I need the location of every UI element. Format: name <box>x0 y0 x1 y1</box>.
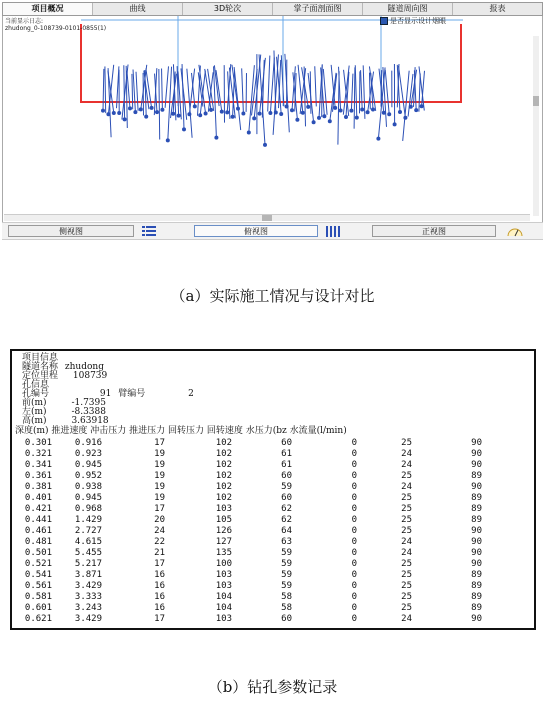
table-cell: 0.421 <box>24 504 52 514</box>
drill-hole-dot <box>166 138 170 142</box>
table-cell: 90 <box>471 460 482 470</box>
table-cell: 1.429 <box>74 515 102 525</box>
drill-hole-line <box>144 71 149 110</box>
table-cell: 24 <box>401 548 412 558</box>
tunnel-name-value: zhudong <box>64 362 104 372</box>
checkbox-icon[interactable] <box>380 17 388 25</box>
table-cell: 0 <box>351 592 357 602</box>
table-cell: 24 <box>401 614 412 624</box>
drill-hole-dot <box>101 109 105 113</box>
table-cell: 20 <box>154 515 165 525</box>
table-cell: 0.923 <box>74 449 102 459</box>
current-log-label: 当前显示日志: <box>5 18 44 25</box>
table-cell: 0 <box>351 537 357 547</box>
drill-hole-dot <box>160 108 164 112</box>
drill-hole-dot <box>258 112 262 116</box>
drill-hole-line <box>351 74 353 111</box>
table-cell: 127 <box>215 537 232 547</box>
drill-hole-dot <box>290 108 294 112</box>
table-cell: 90 <box>471 438 482 448</box>
table-cell: 3.429 <box>74 581 102 591</box>
drill-hole-dot <box>376 137 380 141</box>
table-cell: 0.945 <box>74 460 102 470</box>
drill-hole-line <box>162 69 163 110</box>
drill-hole-dot <box>274 111 278 115</box>
drilling-record-panel <box>10 349 536 630</box>
table-cell: 0 <box>351 493 357 503</box>
drill-hole-dot <box>420 104 424 108</box>
table-cell: 102 <box>215 460 232 470</box>
table-cell: 0 <box>351 570 357 580</box>
table-cell: 24 <box>401 449 412 459</box>
table-cell: 0 <box>351 548 357 558</box>
drill-hole-dot <box>366 110 370 114</box>
drill-hole-dot <box>171 112 175 116</box>
drill-hole-dot <box>355 116 359 120</box>
table-cell: 63 <box>281 537 292 547</box>
drill-hole-line <box>234 67 241 130</box>
arm-no-value: 2 <box>188 389 194 399</box>
tab-report[interactable]: 报表 <box>489 4 506 13</box>
drill-hole-plot <box>3 16 542 214</box>
table-cell: 0.461 <box>24 526 52 536</box>
table-cell: 16 <box>154 603 165 613</box>
current-log-info <box>5 18 106 32</box>
drill-hole-dot <box>306 105 310 109</box>
drill-hole-dot <box>155 110 159 114</box>
table-cell: 25 <box>401 493 412 503</box>
tab-project-overview[interactable]: 项目概况 <box>3 3 93 15</box>
design-contour <box>81 24 461 102</box>
table-cell: 0.301 <box>24 438 52 448</box>
front-value: -1.7395 <box>71 398 106 408</box>
table-cell: 24 <box>401 537 412 547</box>
table-cell: 103 <box>215 504 232 514</box>
table-cell: 58 <box>281 592 292 602</box>
drill-hole-dot <box>220 110 224 114</box>
drill-hole-dot <box>317 116 321 120</box>
table-cell: 0.938 <box>74 482 102 492</box>
table-cell: 103 <box>215 614 232 624</box>
table-cell: 104 <box>215 603 232 613</box>
table-cell: 24 <box>154 526 165 536</box>
drill-hole-line <box>354 67 355 128</box>
left-value: -8.3388 <box>71 407 106 417</box>
drill-hole-dot <box>398 110 402 114</box>
design-hole-toggle[interactable] <box>380 16 446 26</box>
tunnel-name-label: 隧道名称 <box>22 362 59 372</box>
caption-a: （a）实际施工情况与设计对比 <box>170 287 375 305</box>
table-cell: 2.727 <box>74 526 102 536</box>
drill-hole-line <box>132 74 133 109</box>
drill-hole-dot <box>133 110 137 114</box>
plot-panel <box>2 16 543 222</box>
table-cell: 17 <box>154 614 165 624</box>
table-cell: 0 <box>351 581 357 591</box>
table-cell: 5.455 <box>74 548 102 558</box>
table-cell: 0.945 <box>74 493 102 503</box>
table-cell: 60 <box>281 614 292 624</box>
table-cell: 90 <box>471 449 482 459</box>
table-cell: 25 <box>401 526 412 536</box>
drill-hole-dot <box>231 115 235 119</box>
drill-hole-dot <box>409 105 413 109</box>
drill-hole-dot <box>150 106 154 110</box>
table-cell: 89 <box>471 515 482 525</box>
drill-hole-dot <box>252 116 256 120</box>
drill-hole-line <box>304 67 305 127</box>
table-cell: 90 <box>471 482 482 492</box>
table-cell: 62 <box>281 515 292 525</box>
table-cell: 0.952 <box>74 471 102 481</box>
table-cell: 64 <box>281 526 292 536</box>
table-cell: 59 <box>281 559 292 569</box>
hole-info-label: 孔信息 <box>22 380 50 390</box>
table-cell: 19 <box>154 493 165 503</box>
drill-hole-dot <box>263 143 267 147</box>
hscroll-thumb[interactable] <box>262 215 272 221</box>
table-cell: 90 <box>471 537 482 547</box>
drill-hole-line <box>199 65 206 114</box>
table-cell: 0.601 <box>24 603 52 613</box>
front-label: 前(m) <box>22 398 47 408</box>
drill-hole-dot <box>241 112 245 116</box>
hole-no-value: 91 <box>99 389 112 399</box>
table-cell: 90 <box>471 559 482 569</box>
table-cell: 19 <box>154 449 165 459</box>
table-cell: 60 <box>281 438 292 448</box>
table-cell: 61 <box>281 449 292 459</box>
table-cell: 24 <box>401 482 412 492</box>
table-cell: 89 <box>471 581 482 591</box>
gauge-icon[interactable] <box>506 225 524 237</box>
drill-hole-dot <box>295 118 299 122</box>
tab-3d-round[interactable]: 3D轮次 <box>183 3 273 15</box>
table-cell: 102 <box>215 438 232 448</box>
table-cell: 105 <box>215 515 232 525</box>
hole-no-label: 孔编号 <box>22 389 50 399</box>
drill-hole-dot <box>268 111 272 115</box>
table-cell: 0.321 <box>24 449 52 459</box>
table-cell: 0 <box>351 559 357 569</box>
drill-hole-dot <box>128 106 132 110</box>
mileage-value: 108739 <box>72 371 108 381</box>
caption-b: （b）钻孔参数记录 <box>207 678 338 696</box>
table-cell: 0 <box>351 449 357 459</box>
drill-hole-line <box>105 66 106 113</box>
table-cell: 59 <box>281 570 292 580</box>
drill-hole-dot <box>214 136 218 140</box>
drill-hole-dot <box>279 112 283 116</box>
table-cell: 89 <box>471 570 482 580</box>
drill-hole-line <box>103 69 104 111</box>
drill-hole-dot <box>144 115 148 119</box>
drill-hole-dot <box>193 104 197 108</box>
drill-hole-dot <box>117 111 121 115</box>
drill-hole-line <box>124 65 125 119</box>
drill-hole-dot <box>225 110 229 114</box>
table-cell: 3.429 <box>74 614 102 624</box>
table-cell: 25 <box>401 504 412 514</box>
table-cell: 25 <box>401 592 412 602</box>
table-cell: 89 <box>471 471 482 481</box>
mileage-label: 定位里程 <box>22 371 59 381</box>
table-cell: 24 <box>401 460 412 470</box>
table-cell: 17 <box>154 504 165 514</box>
drill-hole-dot <box>182 127 186 131</box>
table-cell: 0.916 <box>74 438 102 448</box>
drill-hole-line <box>369 73 370 110</box>
tab-curve[interactable]: 曲线 <box>93 3 183 15</box>
table-cell: 17 <box>154 559 165 569</box>
drill-hole-line <box>242 68 244 113</box>
drill-hole-line <box>355 65 357 117</box>
horizontal-scrollbar[interactable] <box>4 214 530 221</box>
table-cell: 90 <box>471 548 482 558</box>
table-cell: 21 <box>154 548 165 558</box>
view-toolbar <box>2 222 543 240</box>
table-cell: 90 <box>471 526 482 536</box>
drill-hole-line <box>361 70 363 109</box>
drill-hole-dot <box>360 107 364 111</box>
table-header: 深度(m) 推进速度 冲击压力 推进压力 回转压力 回转速度 水压力(bz 水流量(l/min) <box>15 426 347 436</box>
table-cell: 16 <box>154 570 165 580</box>
table-cell: 0 <box>351 526 357 536</box>
left-label: 左(m) <box>22 407 47 417</box>
table-cell: 0.561 <box>24 581 52 591</box>
drill-hole-dot <box>393 122 397 126</box>
table-cell: 0 <box>351 504 357 514</box>
table-cell: 102 <box>215 482 232 492</box>
table-cell: 104 <box>215 592 232 602</box>
drill-hole-line <box>168 67 172 141</box>
table-cell: 16 <box>154 592 165 602</box>
table-cell: 25 <box>401 438 412 448</box>
table-cell: 25 <box>401 559 412 569</box>
table-cell: 19 <box>154 471 165 481</box>
drill-hole-line <box>159 69 160 140</box>
front-view-button[interactable]: 正视图 <box>372 225 496 237</box>
table-cell: 59 <box>281 581 292 591</box>
table-cell: 5.217 <box>74 559 102 569</box>
drill-hole-dot <box>112 111 116 115</box>
table-cell: 89 <box>471 493 482 503</box>
bars-icon[interactable] <box>326 226 342 237</box>
table-cell: 0.381 <box>24 482 52 492</box>
drill-hole-line <box>315 66 317 106</box>
table-cell: 62 <box>281 504 292 514</box>
tab-bar <box>2 2 543 16</box>
table-cell: 0 <box>351 471 357 481</box>
table-cell: 4.615 <box>74 537 102 547</box>
drill-hole-dot <box>328 119 332 123</box>
table-cell: 102 <box>215 493 232 503</box>
drill-hole-dot <box>139 107 143 111</box>
drill-hole-line <box>187 69 192 138</box>
drill-hole-dot <box>123 117 127 121</box>
drill-hole-dot <box>312 120 316 124</box>
table-cell: 0.968 <box>74 504 102 514</box>
table-cell: 89 <box>471 504 482 514</box>
table-cell: 0.541 <box>24 570 52 580</box>
drill-hole-dot <box>387 112 391 116</box>
table-cell: 60 <box>281 471 292 481</box>
table-cell: 0 <box>351 515 357 525</box>
table-cell: 0 <box>351 482 357 492</box>
table-cell: 17 <box>154 438 165 448</box>
top-view-button[interactable]: 俯视图 <box>194 225 318 237</box>
table-cell: 25 <box>401 471 412 481</box>
table-cell: 25 <box>401 581 412 591</box>
table-cell: 59 <box>281 548 292 558</box>
tab-face-section[interactable]: 掌子面剖面图 <box>273 3 363 15</box>
drill-hole-dot <box>349 109 353 113</box>
table-cell: 103 <box>215 581 232 591</box>
drill-hole-dot <box>339 108 343 112</box>
project-info-label: 项目信息 <box>22 353 59 363</box>
table-cell: 102 <box>215 449 232 459</box>
table-cell: 22 <box>154 537 165 547</box>
design-hole-toggle-label: 是否显示设计烟眼 <box>390 17 446 25</box>
table-cell: 0 <box>351 603 357 613</box>
table-cell: 3.243 <box>74 603 102 613</box>
height-label: 高(m) <box>22 416 47 426</box>
table-cell: 89 <box>471 592 482 602</box>
drill-hole-dot <box>414 108 418 112</box>
table-cell: 25 <box>401 515 412 525</box>
drill-hole-dot <box>247 130 251 134</box>
drill-hole-dot <box>403 116 407 120</box>
drill-hole-dot <box>344 115 348 119</box>
drill-hole-dot <box>198 113 202 117</box>
table-cell: 19 <box>154 482 165 492</box>
table-cell: 0.521 <box>24 559 52 569</box>
table-cell: 25 <box>401 570 412 580</box>
table-cell: 126 <box>215 526 232 536</box>
table-cell: 89 <box>471 603 482 613</box>
table-cell: 0 <box>351 614 357 624</box>
height-value: 3.63918 <box>71 416 109 426</box>
table-cell: 16 <box>154 581 165 591</box>
table-cell: 90 <box>471 614 482 624</box>
table-cell: 0.501 <box>24 548 52 558</box>
arm-no-label: 臂编号 <box>118 389 146 399</box>
drill-hole-line <box>268 56 270 112</box>
drill-hole-dot <box>209 108 213 112</box>
table-cell: 0.361 <box>24 471 52 481</box>
table-cell: 19 <box>154 460 165 470</box>
list-icon[interactable] <box>142 226 156 236</box>
drill-hole-line <box>270 58 274 114</box>
table-cell: 25 <box>401 603 412 613</box>
table-cell: 103 <box>215 570 232 580</box>
drill-hole-dot <box>371 107 375 111</box>
drill-hole-line <box>136 72 138 111</box>
table-cell: 0.401 <box>24 493 52 503</box>
table-cell: 61 <box>281 460 292 470</box>
table-cell: 0 <box>351 460 357 470</box>
table-cell: 0.481 <box>24 537 52 547</box>
table-cell: 100 <box>215 559 232 569</box>
table-cell: 0.441 <box>24 515 52 525</box>
table-cell: 59 <box>281 482 292 492</box>
drill-hole-dot <box>333 106 337 110</box>
table-cell: 0.581 <box>24 592 52 602</box>
table-cell: 60 <box>281 493 292 503</box>
table-cell: 135 <box>215 548 232 558</box>
table-cell: 0.621 <box>24 614 52 624</box>
table-cell: 102 <box>215 471 232 481</box>
drill-hole-dot <box>204 112 208 116</box>
drill-hole-line <box>133 69 135 112</box>
drill-hole-dot <box>177 114 181 118</box>
drill-hole-dot <box>301 111 305 115</box>
drill-hole-line <box>205 69 211 110</box>
table-cell: 0.341 <box>24 460 52 470</box>
current-log-value: zhudong_0-108739-0101-0855(1) <box>5 25 107 32</box>
table-cell: 58 <box>281 603 292 613</box>
tab-tunnel-circumferential[interactable]: 隧道周向图 <box>363 3 453 15</box>
table-cell: 0 <box>351 438 357 448</box>
drill-hole-dot <box>322 114 326 118</box>
vertical-scrollbar[interactable] <box>533 36 539 216</box>
scroll-thumb[interactable] <box>533 96 539 106</box>
table-cell: 3.333 <box>74 592 102 602</box>
table-cell: 3.871 <box>74 570 102 580</box>
side-view-button[interactable]: 侧视图 <box>8 225 134 237</box>
